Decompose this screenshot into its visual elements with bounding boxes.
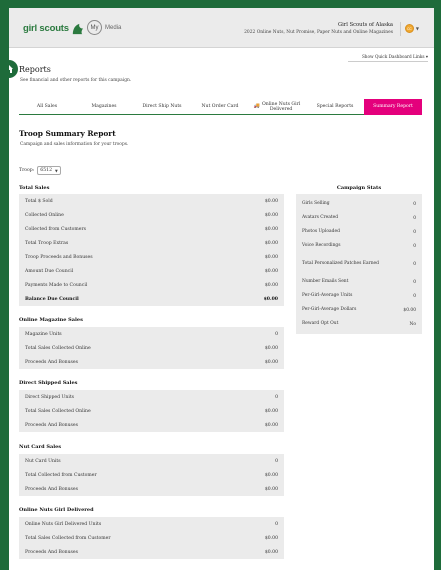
- table-row: Collected from Customers $0.00: [19, 222, 284, 236]
- table-row: Total $ Sold $0.00: [19, 194, 284, 208]
- table-row: Payments Made to Council $0.00: [19, 278, 284, 292]
- summary-title: Troop Summary Report: [19, 129, 116, 138]
- table-row: Proceeds And Bonuses $0.00: [19, 482, 284, 496]
- girl-delivered-table: [19, 517, 284, 559]
- council-info: [244, 22, 393, 35]
- caret-down-icon: ▾: [425, 54, 428, 59]
- stat-row: Voice Recordings 0: [302, 243, 416, 249]
- report-tabs: [19, 99, 422, 115]
- stat-row: Avatars Created 0: [302, 215, 416, 221]
- top-header: [9, 8, 434, 48]
- table-row: Total Sales Collected Online $0.00: [19, 404, 284, 418]
- trefoil-icon: [70, 21, 85, 36]
- nut-card-table: [19, 454, 284, 496]
- stat-row: Per-Girl-Average Units 0: [302, 293, 416, 299]
- my-media-icon: My: [87, 20, 102, 35]
- logo-text: girl scouts: [23, 22, 69, 34]
- stat-row: Girls Selling 0: [302, 201, 416, 207]
- tab-direct-ship-nuts[interactable]: Direct Ship Nuts: [142, 104, 182, 110]
- table-row: Proceeds And Bonuses $0.00: [19, 355, 284, 369]
- table-row: Proceeds And Bonuses $0.00: [19, 545, 284, 559]
- quick-dashboard-links[interactable]: [348, 54, 428, 62]
- stat-row: Number Emails Sent 0: [302, 279, 416, 285]
- my-media-link[interactable]: [87, 20, 121, 35]
- tab-online-nuts-girl-delivered[interactable]: 🚚 Online Nuts Girl Delivered: [253, 101, 301, 112]
- page-subtitle: See financial and other reports for this campaign.: [20, 78, 132, 83]
- chevron-down-icon: ▼: [415, 26, 419, 31]
- table-row: Total Sales Collected Online $0.00: [19, 341, 284, 355]
- table-row: Proceeds And Bonuses $0.00: [19, 418, 284, 432]
- user-menu[interactable]: [405, 24, 419, 33]
- page-title: Reports: [19, 65, 51, 74]
- stat-row: Reward Opt Out No: [302, 321, 416, 327]
- council-name: Girl Scouts of Alaska: [338, 22, 393, 28]
- app-frame: [9, 8, 434, 570]
- table-row: Total Collected from Customer $0.00: [19, 468, 284, 482]
- table-row: Collected Online $0.00: [19, 208, 284, 222]
- home-button[interactable]: [9, 60, 18, 78]
- tab-nut-order-card[interactable]: Nut Order Card: [201, 104, 239, 110]
- girl-delivered-heading: Online Nuts Girl Delivered: [19, 507, 94, 513]
- troop-select[interactable]: [37, 166, 60, 175]
- magazine-sales-heading: Online Magazine Sales: [19, 317, 83, 323]
- media-label: Media: [105, 24, 122, 31]
- tab-special-reports[interactable]: Special Reports: [316, 104, 354, 110]
- troop-filter: Troop : 6512 ▼: [19, 166, 61, 175]
- table-row: Online Nuts Girl Delivered Units 0: [19, 517, 284, 531]
- stat-row: Per-Girl-Average Dollars $0.00: [302, 307, 416, 313]
- direct-shipped-table: [19, 390, 284, 432]
- table-row: Direct Shipped Units 0: [19, 390, 284, 404]
- table-row: Troop Proceeds and Bonuses $0.00: [19, 250, 284, 264]
- magazine-sales-table: [19, 327, 284, 369]
- troop-value: 6512: [40, 168, 52, 173]
- truck-icon: 🚚: [253, 103, 261, 110]
- girl-scouts-logo[interactable]: [23, 19, 85, 37]
- nut-card-heading: Nut Card Sales: [19, 444, 62, 450]
- avatar: CC: [405, 24, 414, 33]
- total-sales-heading: Total Sales: [19, 185, 50, 191]
- table-row: Nut Card Units 0: [19, 454, 284, 468]
- summary-subtitle: Campaign and sales information for your troops.: [20, 142, 129, 147]
- tab-summary-report[interactable]: Summary Report: [364, 99, 422, 115]
- home-icon: [9, 64, 14, 74]
- header-divider: [400, 22, 401, 36]
- campaign-name: 2022 Online Nuts, Nut Promise, Paper Nuts and Online Magazines: [244, 30, 393, 35]
- table-row: Magazine Units 0: [19, 327, 284, 341]
- stat-row: Total Personalized Patches Earned 0: [302, 261, 416, 267]
- campaign-stats-panel: [296, 194, 422, 334]
- table-row: Total Sales Collected from Customer $0.00: [19, 531, 284, 545]
- quick-links-label: Show Quick Dashboard Links: [361, 54, 425, 59]
- tab-all-sales[interactable]: All Sales: [36, 104, 58, 110]
- chevron-down-icon: ▼: [55, 168, 58, 173]
- table-row: Amount Due Council $0.00: [19, 264, 284, 278]
- stat-row: Photos Uploaded 0: [302, 229, 416, 235]
- campaign-stats-heading: Campaign Stats: [336, 185, 382, 191]
- total-sales-table: [19, 194, 284, 306]
- direct-shipped-heading: Direct Shipped Sales: [19, 380, 78, 386]
- table-row: Total Troop Extras $0.00: [19, 236, 284, 250]
- tab-magazines[interactable]: Magazines: [91, 104, 117, 110]
- table-row: Balance Due Council $0.00: [19, 292, 284, 306]
- troop-label: Troop: [19, 168, 33, 173]
